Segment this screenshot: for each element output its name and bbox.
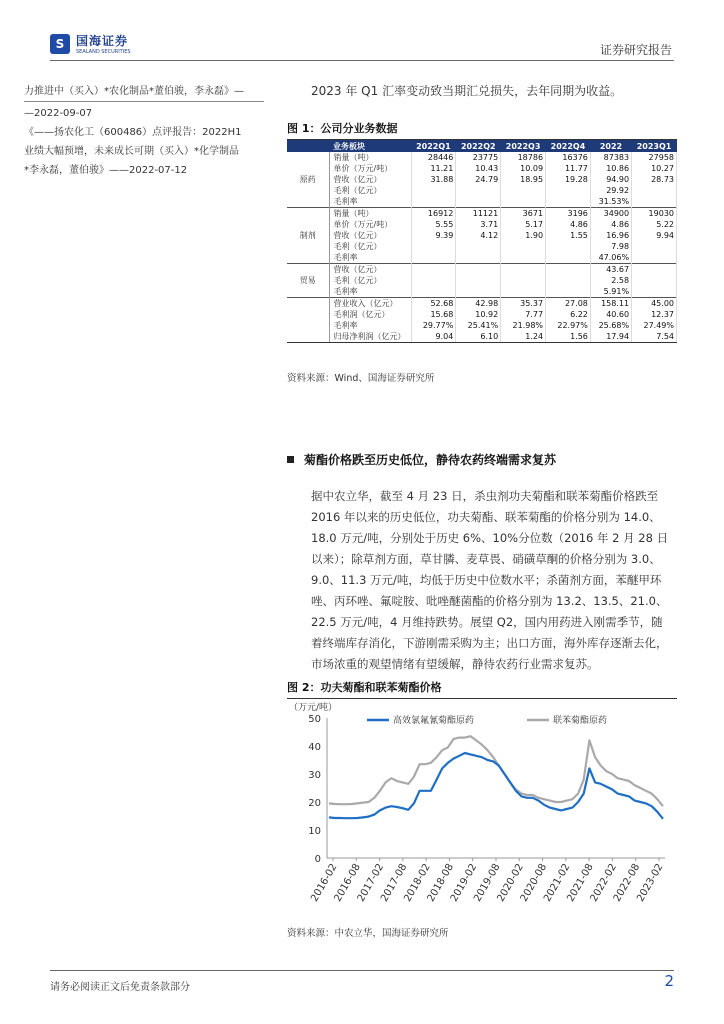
metric-label-cell: 归母净利润（亿元） [329, 331, 411, 343]
metric-label-cell: 营收（亿元） [329, 174, 411, 185]
value-cell: 28.73 [632, 174, 677, 185]
report-type: 证券研究报告 [599, 43, 672, 57]
value-cell [411, 185, 456, 196]
segment-cell [287, 252, 329, 264]
logo-text: 国海证券 [76, 34, 129, 48]
table-row [287, 208, 677, 220]
intro-text: 2023 年 Q1 汇率变动致当期汇兑损失，去年同期为收益。 [311, 84, 623, 98]
business-data-table [287, 140, 677, 343]
value-cell: 31.53% [590, 196, 631, 208]
table-row [287, 219, 677, 230]
value-cell: 4.86 [590, 219, 631, 230]
x-tick-label: 2020-02 [495, 862, 526, 904]
footer-disclaimer: 请务必阅读正文后免责条款部分 [50, 982, 190, 993]
value-cell: 5.55 [411, 219, 456, 230]
y-tick-label: 0 [314, 854, 321, 865]
table-header-cell: 2022Q4 [546, 140, 591, 152]
value-cell [546, 264, 591, 276]
related-report-line[interactable]: 《——扬农化工（600486）点评报告：2022H1 [24, 127, 242, 138]
value-cell: 16.96 [590, 230, 631, 241]
segment-cell: 制剂 [287, 230, 329, 241]
metric-label-cell: 毛利率 [329, 320, 411, 331]
table-header-cell: 2023Q1 [632, 140, 677, 152]
x-tick-label: 2019-02 [448, 862, 480, 904]
value-cell: 6.10 [456, 331, 501, 343]
metric-label-cell: 单价（万元/吨） [329, 163, 411, 174]
value-cell [456, 241, 501, 252]
value-cell: 16376 [546, 152, 591, 163]
value-cell: 11.21 [411, 163, 456, 174]
x-tick-label: 2021-08 [565, 862, 596, 904]
value-cell: 94.90 [590, 174, 631, 185]
value-cell [456, 286, 501, 298]
value-cell: 24.79 [456, 174, 501, 185]
figure2-title: 图 2：功夫菊酯和联苯菊酯价格 [287, 679, 677, 699]
value-cell: 22.97% [546, 320, 591, 331]
table-header-cell: 2022Q3 [501, 140, 546, 152]
table-row [287, 252, 677, 264]
segment-cell [287, 163, 329, 174]
paragraph-line: 9.0、11.3 万元/吨，均低于历史中位数水平；杀菌剂方面，苯醚甲环 [311, 573, 662, 587]
segment-cell [287, 152, 329, 163]
value-cell [632, 196, 677, 208]
figure1-source: 资料来源：Wind、国海证券研究所 [287, 373, 435, 384]
value-cell: 45.00 [632, 298, 677, 310]
related-report-line[interactable]: 业绩大幅预增，未来成长可期（买入）*化学制品 [24, 146, 239, 157]
segment-cell [287, 196, 329, 208]
figure1-title: 图 1：公司分业务数据 [287, 120, 677, 140]
segment-cell [287, 185, 329, 196]
metric-label-cell: 销量（吨） [329, 208, 411, 220]
value-cell [456, 275, 501, 286]
value-cell: 17.94 [590, 331, 631, 343]
value-cell: 2.58 [590, 275, 631, 286]
legend-label: 高效氯氟氰菊酯原药 [393, 716, 475, 726]
value-cell [501, 275, 546, 286]
value-cell [501, 252, 546, 264]
price-line-chart [287, 698, 677, 920]
value-cell: 29.77% [411, 320, 456, 331]
paragraph-line: 22.5 万元/吨，4 月维持跌势。展望 Q2，国内用药进入刚需季节，随 [311, 615, 663, 629]
value-cell [411, 252, 456, 264]
table-row [287, 174, 677, 185]
x-tick-label: 2016-08 [332, 862, 363, 904]
value-cell: 40.60 [590, 309, 631, 320]
value-cell [456, 252, 501, 264]
value-cell: 11.77 [546, 163, 591, 174]
table-row [287, 264, 677, 276]
paragraph-line: 着终端库存消化，下游刚需采购为主；出口方面，海外库存逐渐去化， [311, 636, 668, 650]
value-cell: 23775 [456, 152, 501, 163]
value-cell: 5.91% [590, 286, 631, 298]
paragraph-line: 2016 年以来的历史低位，功夫菊酯、联苯菊酯的价格分别为 14.0、 [311, 510, 661, 524]
y-tick-label: 40 [308, 742, 321, 753]
value-cell: 19.28 [546, 174, 591, 185]
value-cell: 25.68% [590, 320, 631, 331]
metric-label-cell: 毛利率 [329, 286, 411, 298]
value-cell: 12.37 [632, 309, 677, 320]
y-axis-label: （万元/吨） [289, 703, 338, 713]
value-cell: 29.92 [590, 185, 631, 196]
paragraph-line: 据中农立华，截至 4 月 23 日，杀虫剂功夫菊酯和联苯菊酯价格跌至 [311, 489, 659, 503]
series-line-1 [329, 736, 663, 806]
table-row [287, 196, 677, 208]
value-cell: 158.11 [590, 298, 631, 310]
value-cell: 1.90 [501, 230, 546, 241]
footer-divider [50, 970, 674, 971]
y-tick-label: 20 [308, 798, 321, 809]
x-tick-label: 2016-02 [309, 862, 340, 904]
value-cell [456, 196, 501, 208]
page-number: 2 [664, 972, 674, 990]
value-cell: 42.98 [456, 298, 501, 310]
value-cell: 9.39 [411, 230, 456, 241]
metric-label-cell: 营收（亿元） [329, 230, 411, 241]
value-cell: 3671 [501, 208, 546, 220]
value-cell: 27.08 [546, 298, 591, 310]
table-row [287, 241, 677, 252]
value-cell: 52.68 [411, 298, 456, 310]
segment-cell: 原药 [287, 174, 329, 185]
value-cell: 4.86 [546, 219, 591, 230]
segment-cell: 贸易 [287, 275, 329, 286]
metric-label-cell: 毛利（亿元） [329, 275, 411, 286]
value-cell [411, 196, 456, 208]
value-cell: 10.27 [632, 163, 677, 174]
metric-label-cell: 营业收入（亿元） [329, 298, 411, 310]
table-row [287, 152, 677, 163]
value-cell [546, 252, 591, 264]
table-row [287, 286, 677, 298]
header-divider [50, 60, 674, 61]
paragraph-line: 18.0 万元/吨，分别处于历史 6%、10%分位数（2016 年 2 月 28 日 [311, 531, 669, 545]
x-tick-label: 2017-08 [379, 862, 410, 904]
value-cell [411, 241, 456, 252]
figure2-source: 资料来源：中农立华，国海证券研究所 [287, 928, 449, 939]
related-report-line[interactable]: 力推进中（买入）*农化制品*董伯骏，李永磊》— [24, 86, 244, 97]
x-tick-label: 2018-02 [402, 862, 433, 904]
value-cell: 4.12 [456, 230, 501, 241]
x-tick-label: 2022-08 [611, 862, 643, 904]
value-cell: 43.67 [590, 264, 631, 276]
related-report-line: —2022-09-07 [24, 108, 93, 119]
value-cell: 7.54 [632, 331, 677, 343]
table-row [287, 275, 677, 286]
value-cell: 21.98% [501, 320, 546, 331]
value-cell [632, 264, 677, 276]
value-cell [546, 286, 591, 298]
table-row [287, 163, 677, 174]
section-heading-text: 菊酯价格跌至历史低位，静待农药终端需求复苏 [304, 453, 557, 467]
value-cell: 10.86 [590, 163, 631, 174]
value-cell [411, 286, 456, 298]
value-cell: 16912 [411, 208, 456, 220]
value-cell: 35.37 [501, 298, 546, 310]
table-row [287, 298, 677, 310]
table-header-cell: 2022Q1 [411, 140, 456, 152]
metric-label-cell: 营收（亿元） [329, 264, 411, 276]
value-cell [632, 252, 677, 264]
bullet-square-icon [287, 456, 294, 463]
table-row [287, 230, 677, 241]
value-cell: 47.06% [590, 252, 631, 264]
value-cell [632, 275, 677, 286]
value-cell: 34900 [590, 208, 631, 220]
segment-cell [287, 286, 329, 298]
value-cell: 1.55 [546, 230, 591, 241]
value-cell [456, 185, 501, 196]
value-cell: 9.94 [632, 230, 677, 241]
metric-label-cell: 毛利（亿元） [329, 185, 411, 196]
related-report-line[interactable]: *李永磊，董伯骏》——2022-07-12 [24, 165, 188, 176]
segment-cell [287, 264, 329, 276]
value-cell: 10.09 [501, 163, 546, 174]
value-cell: 7.77 [501, 309, 546, 320]
y-tick-label: 10 [308, 826, 321, 837]
metric-label-cell: 毛利率 [329, 196, 411, 208]
x-tick-label: 2019-08 [472, 862, 503, 904]
value-cell: 18.95 [501, 174, 546, 185]
logo-english: SEALAND SECURITIES [76, 49, 131, 55]
value-cell [546, 196, 591, 208]
table-header-cell: 2022 [590, 140, 631, 152]
section-heading [287, 451, 677, 468]
value-cell: 1.24 [501, 331, 546, 343]
value-cell [501, 185, 546, 196]
value-cell: 7.98 [590, 241, 631, 252]
section-paragraph [287, 486, 677, 675]
segment-cell [287, 309, 329, 320]
value-cell [501, 196, 546, 208]
value-cell: 3.71 [456, 219, 501, 230]
value-cell: 1.56 [546, 331, 591, 343]
value-cell: 25.41% [456, 320, 501, 331]
value-cell [411, 275, 456, 286]
value-cell: 27958 [632, 152, 677, 163]
sidebar-divider [24, 101, 264, 102]
segment-cell [287, 219, 329, 230]
value-cell [546, 241, 591, 252]
value-cell [632, 286, 677, 298]
value-cell [501, 264, 546, 276]
x-tick-label: 2023-02 [635, 862, 666, 904]
x-tick-label: 2021-02 [542, 862, 573, 904]
segment-cell [287, 320, 329, 331]
paragraph-line: 市场浓重的观望情绪有望缓解，静待农药行业需求复苏。 [311, 657, 599, 671]
segment-cell [287, 208, 329, 220]
y-tick-label: 30 [308, 770, 321, 781]
value-cell: 15.68 [411, 309, 456, 320]
related-reports [24, 82, 264, 180]
segment-cell [287, 331, 329, 343]
metric-label-cell: 销量（吨） [329, 152, 411, 163]
x-tick-label: 2017-02 [355, 862, 387, 904]
metric-label-cell: 毛利率 [329, 252, 411, 264]
value-cell [632, 241, 677, 252]
legend-label: 联苯菊酯原药 [553, 716, 608, 726]
segment-cell [287, 298, 329, 310]
value-cell: 10.43 [456, 163, 501, 174]
value-cell [501, 241, 546, 252]
table-row [287, 331, 677, 343]
value-cell [546, 185, 591, 196]
value-cell: 5.22 [632, 219, 677, 230]
metric-label-cell: 毛利（亿元） [329, 241, 411, 252]
value-cell [632, 185, 677, 196]
logo-mark-icon: S [50, 34, 70, 54]
y-tick-label: 50 [308, 714, 321, 725]
value-cell: 28446 [411, 152, 456, 163]
metric-label-cell: 毛利润（亿元） [329, 309, 411, 320]
value-cell [456, 264, 501, 276]
value-cell: 5.17 [501, 219, 546, 230]
table-header-cell: 业务板块 [287, 140, 411, 152]
table-header-cell: 2022Q2 [456, 140, 501, 152]
value-cell [501, 286, 546, 298]
value-cell: 87383 [590, 152, 631, 163]
x-tick-label: 2020-08 [518, 862, 550, 904]
value-cell: 10.92 [456, 309, 501, 320]
x-tick-label: 2022-02 [588, 862, 620, 904]
value-cell [546, 275, 591, 286]
segment-cell [287, 241, 329, 252]
paragraph-line: 以来）；除草剂方面，草甘膦、麦草畏、硝磺草酮的价格分别为 3.0、 [311, 552, 661, 566]
value-cell: 9.04 [411, 331, 456, 343]
value-cell: 19030 [632, 208, 677, 220]
value-cell: 31.88 [411, 174, 456, 185]
paragraph-line: 唑、丙环唑、氟啶胺、吡唑醚菌酯的价格分别为 13.2、13.5、21.0、 [311, 594, 668, 608]
x-tick-label: 2018-08 [425, 862, 457, 904]
table-row [287, 185, 677, 196]
value-cell: 11121 [456, 208, 501, 220]
table-row [287, 309, 677, 320]
value-cell: 18786 [501, 152, 546, 163]
table-row [287, 320, 677, 331]
company-logo [50, 32, 131, 55]
value-cell: 6.22 [546, 309, 591, 320]
value-cell: 27.49% [632, 320, 677, 331]
metric-label-cell: 单价（万元/吨） [329, 219, 411, 230]
value-cell [411, 264, 456, 276]
series-line-0 [329, 753, 663, 819]
value-cell: 3196 [546, 208, 591, 220]
